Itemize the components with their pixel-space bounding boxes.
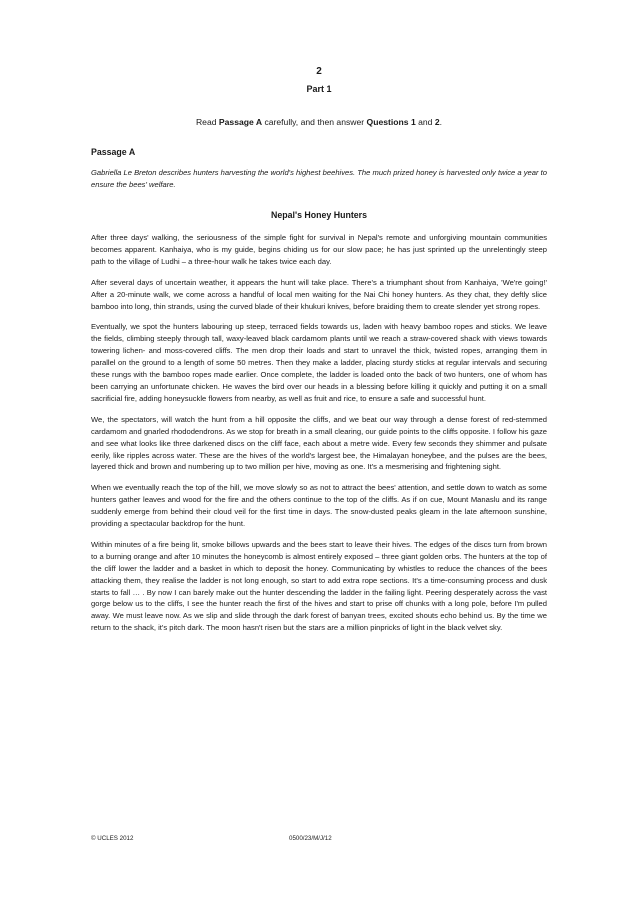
footer-copyright: © UCLES 2012: [91, 835, 134, 842]
paragraph: After three days' walking, the seriousness of the simple fight for survival in Nepal's remote and unforgiving mountain communities becomes apparent. Kanhaiya, who is my guide, begins chiding us for our slow pace; he has just sprinted up the unrelentingly steep path to the village of Ludhi – a three-hour walk he takes twice each day.: [91, 233, 547, 266]
paragraph: When we eventually reach the top of the hill, we move slowly so as not to attract the bees' attention, and settle down to watch as some hunters gather leaves and wood for the fire and the others continue to the top of the cliffs. As if on cue, Mount Manaslu and its range suddenly emerge from behind their cloud veil for the first time in days. The snow-dusted peaks gleam in the late afternoon sunshine, providing a spectacular backdrop for the hunt.: [91, 483, 547, 529]
instruction-suffix: .: [439, 117, 443, 127]
paragraph: Eventually, we spot the hunters labouring up steep, terraced fields towards us, laden with heavy bamboo ropes and sticks. We leave the fields, climbing steeply through tall, waxy-leaved black cardamom plants until we reach a straw-covered shack with views towards towering lichen- and moss-covered cliffs. The men drop their loads and start to unravel the thick, twisted ropes, arranging them in parallel on the ground to a length of some 50 metres. Then they make a ladder, placing sturdy sticks at regular intervals and securing these rungs with the bamboo ropes made earlier. Once complete, the ladder is loaded onto the back of two hunters, one of whom has been carrying an unfortunate chicken. He waves the bird over our heads in a blessing before killing it quickly and putting it on a small sacrificial fire, adding honeysuckle flowers from nearby, as well as fruit and rice, to ensure a safe and successful hunt.: [91, 322, 547, 403]
article-body: [91, 232, 547, 643]
passage-label: Passage A: [91, 147, 136, 157]
passage-intro: Gabriella Le Breton describes hunters harvesting the world's highest beehives. The much prized honey is harvested only twice a year to ensure the bees' welfare.: [91, 168, 547, 189]
instruction-question-1: Questions 1: [366, 117, 416, 127]
article-title: Nepal's Honey Hunters: [271, 210, 367, 220]
page-number: 2: [316, 66, 322, 77]
footer-paper-code: 0500/23/M/J/12: [289, 835, 332, 842]
paragraph: Within minutes of a fire being lit, smoke billows upwards and the bees start to leave their hives. The edges of the discs turn from brown to a burning orange and after 10 minutes the honeycomb is almost entirely exposed – three giant golden orbs. The hunters at the top of the cliff lower the ladder and a basket in which to deposit the honey. Communicating by whistles to reduce the chances of the bees attacking them, they realise the ladder is not long enough, so start to add extra rope sections. It's a time-consuming process and dusk starts to fall … . By now I can barely make out the hunter descending the ladder in the failing light. Peering desperately across the vast gorge below us to the cliffs, I see the hunter reach the first of the hives and start to prise off chunks with a long pole, before I'm pulled away. We must leave now. As we slip and slide through the dark forest of banyan trees, excited shouts echo behind us. By the time we return to the shack, it's pitch dark. The moon hasn't risen but the stars are a million pinpricks of light in the black velvet sky.: [91, 539, 547, 633]
instruction-passage: Passage A: [218, 117, 263, 127]
instruction-middle: carefully, and then answer: [262, 117, 367, 127]
instruction-line: [0, 117, 638, 127]
instruction-prefix: Read: [195, 117, 219, 127]
instruction-and: and: [415, 117, 435, 127]
part-title: Part 1: [306, 84, 332, 94]
instruction-question-2: 2: [434, 117, 440, 127]
paragraph: We, the spectators, will watch the hunt from a hill opposite the cliffs, and we beat our way through a dense forest of red-stemmed cardamom and gnarled rhododendrons. As we stop for breath in a small clearing, our guide points to the cliffs opposite. I follow his gaze and see what looks like three darkened discs on the cliff face, each about a metre wide. Every few seconds they shimmer and pulsate eerily, like ripples across water. These are the hives of the world's largest bee, the Himalayan honeybee, and the pulses are the bees, layered thick and brown and numbering up to two million per hive, moving as one. It's a mesmerising and frightening sight.: [91, 414, 547, 472]
paragraph: After several days of uncertain weather, it appears the hunt will take place. There's a triumphant shout from Kanhaiya, 'We're going!' After a 20-minute walk, we come across a handful of local men waiting for the Nai Chi honey hunters. As they chat, they deftly slice bamboo into long, thin strands, using the curved blade of their khukuri knives, before braiding them to create slender yet strong ropes.: [91, 277, 547, 311]
